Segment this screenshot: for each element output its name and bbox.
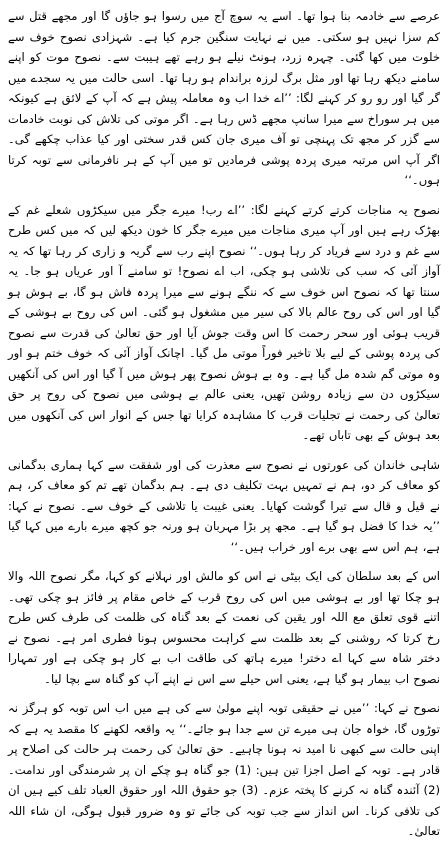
paragraph-1: عرصے سے خادمہ بنا ہوا تھا۔ اسے یہ سوچ آج میں رسوا ہو جاؤں گا اور مجھے قتل سے کم سزا نہیں ہو سکتی۔ میں نے نہایت سنگین جرم کیا ہے۔ شہزادی نصوح خوف سے خلوت میں کھا گئی۔ چہرہ زرد، ہونٹ نیلے ہو رہے تھے ہیبت سے۔ نصوح موت کو اپنے سامنے دیکھ رہا تھا اور مثل برگ لرزہ براندام ہو رہا تھا۔ اسی حالت میں یہ سجدے میں گر گیا اور رو رو کر کہنے لگا: ’’اے خدا اب وہ معاملہ پیش ہے کہ آپ کے لائق ہے کیونکہ میں ہر سوراخ سے میرا سانپ مجھے ڈس رہا ہے۔ اگر موتی کی تلاش کی نوبت خادمات سے گزر کر مجھ تک پہنچی تو آف میری جان کس قدر سختی اور کیا عذاب چکھے گی۔ اگر آپ اس مرتبہ میری پردہ پوشی فرمادیں تو میں آپ کے ہر نافرمانی سے توبہ کرتا ہوں۔‘‘ [8,9,440,187]
paragraph-2: نصوح یہ مناجات کرتے کرتے کہنے لگا: ’’اے رب! میرے جگر میں سیکڑوں شعلے غم کے بھڑک رہے ہیں اور آپ میری مناجات میں میرے جگر کا خون دیکھ لیں کہ میں کس طرح سے غم و درد سے فریاد کر رہا ہوں۔‘‘ نصوح اپنے رب سے گریہ و زاری کر رہا تھا کہ یہ آواز آئی کہ سب کی تلاشی ہو چکی، اب اے نصوح! تو سامنے آ اور عریاں ہو جا۔ یہ سنتا تھا کہ نصوح اس خوف سے کہ ننگے ہونے سے میرا پردہ فاش ہو گا، بے ہوش ہو گیا اور اس کی روح عالم بالا کی سیر میں مشغول ہو گئی۔ اس کی روح بے ہوشی کے قریب ہوئی اور سحر رحمت کا اس وقت جوش آیا اور حق تعالیٰ کی قدرت سے نصوح کی پردہ پوشی کے لیے بلا تاخیر فوراً موتی مل گیا۔ اچانک آواز آئی کہ خوف ختم ہو اور وہ موتی گم شدہ مل گیا ہے۔ وہ بے ہوش نصوح پھر ہوش میں آ گیا اور اس کی آنکھیں سیکڑوں دن سے زیادہ روشن تھیں، یعنی عالم بے ہوشی میں نصوح کی روح پر حق تعالیٰ کی رحمت نے تجلیات قرب کا مشاہدہ کرایا تھا جس کے انوار اس کی آنکھوں میں بعد ہوش کے بھی تاباں تھے۔ [8,202,440,442]
paragraph-4: اس کے بعد سلطان کی ایک بیٹی نے اس کو مالش اور نہلانے کو کہا، مگر نصوح اللہ والا ہو چکا تھا اور بے ہوشی میں اس کی روح قرب کے خاص مقام پر فائز ہو چکی تھی۔ اتنے قوی تعلق مع اللہ اور یقین کی نعمت کے بعد گناہ کی ظلمت کی طرف کس طرح رخ کرتا کہ روشنی کے بعد ظلمت سے کراہت محسوس ہونا فطری امر ہے۔ نصوح نے دختر شاہ سے کہا اے دختر! میرے ہاتھ کی طاقت اب بے کار ہو چکی ہے اور تمہارا نصوح اب بیمار ہو گیا ہے، یعنی اس حیلے سے اس نے اپنے آپ کو گناہ سے بچا لیا۔ [8,569,440,686]
paragraph-5: نصوح نے کہا: ’’میں نے حقیقی توبہ اپنے مولیٰ سے کی ہے میں اب اس توبہ کو ہرگز نہ توڑوں گا، خواہ جان ہی میرے تن سے جدا ہو جائے۔‘‘ یہ واقعہ لکھنے کا مقصد یہ ہے کہ اپنی حالت سے کبھی نا امید نہ ہونا چاہیے۔ حق تعالیٰ کی رحمت ہر حالت کی اصلاح پر قادر ہے۔ توبہ کے اصل اجزا تین ہیں: (1) جو گناہ ہو چکے ان پر شرمندگی اور ندامت۔ (2) آئندہ گناہ نہ کرنے کا پختہ عزم۔ (3) جو حقوق اللہ اور حقوق العباد تلف کیے ہیں ان کی تلافی کرنا۔ اس انداز سے جب توبہ کی جائے تو وہ ضرور قبول ہوگی، ان شاء اللہ تعالیٰ۔ [8,701,441,838]
paragraph-3: شاہی خاندان کی عورتوں نے نصوح سے معذرت کی اور شفقت سے کہا ہماری بدگمانی کو معاف کر دو، ہم نے تمہیں بہت تکلیف دی ہے۔ ہم بدگمان تھے تم کو معاف کر، ہم نے قیل و قال سے تیرا گوشت کھایا۔ یعنی غیبت یا تلاشی کے خوف سے۔ نصوح نے کہا: ’’یہ خدا کا فضل ہو گیا ہے۔ مجھ پر بڑا مہربان ہو ورنہ جو کچھ میرے بارے میں کہا گیا ہے، ہم اس سے بھی برے اور خراب ہیں۔‘‘ [8,457,440,554]
